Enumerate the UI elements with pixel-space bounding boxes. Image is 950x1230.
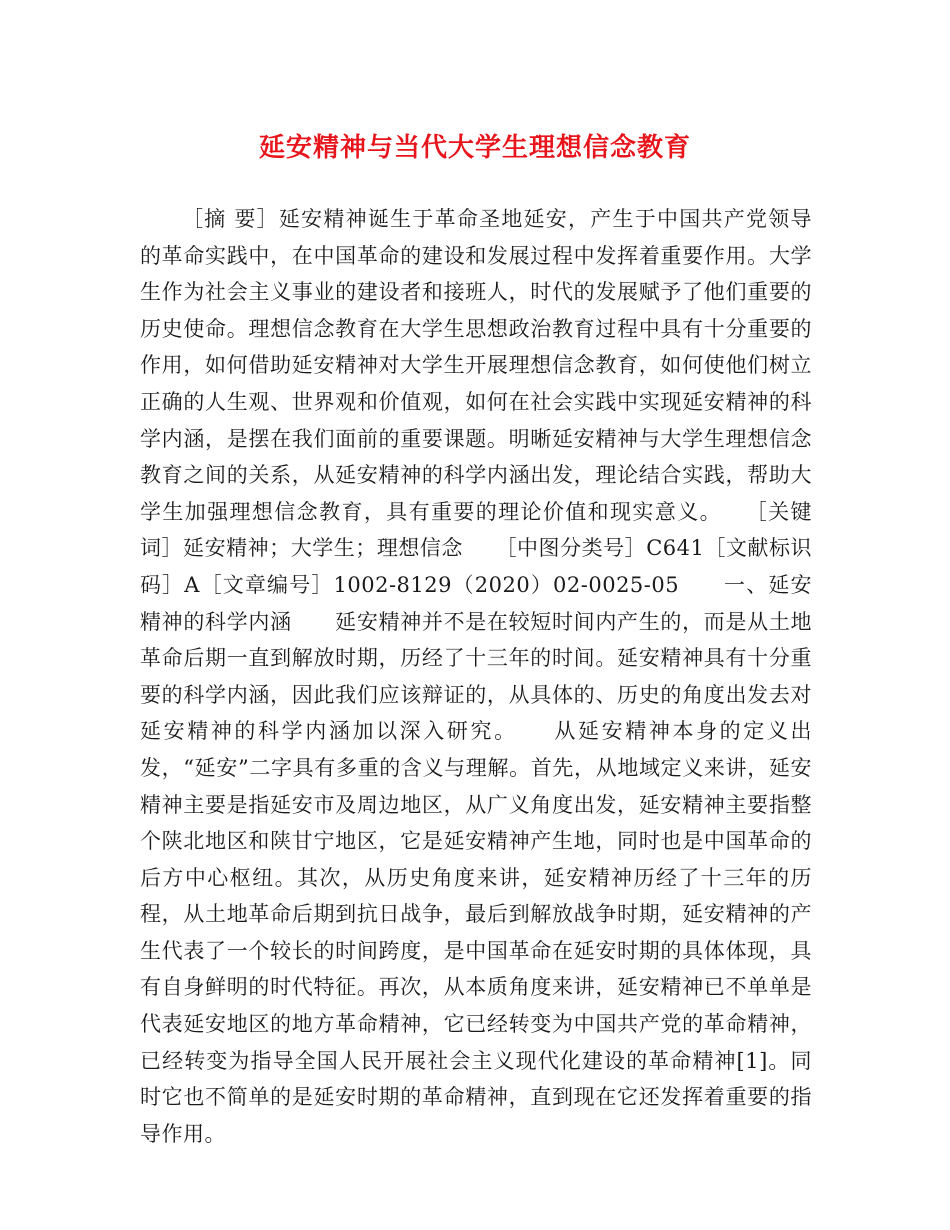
document-title: 延安精神与当代大学生理想信念教育: [258, 133, 691, 163]
document-body: ［摘 要］延安精神诞生于革命圣地延安，产生于中国共产党领导的革命实践中，在中国革命的建设和发展过程中发挥着重要作用。大学生作为社会主义事业的建设者和接班人，时代的发展赋予了他们重要的历史使命。理想信念教育在大学生思想政治教育过程中具有十分重要的作用，如何借助延安精神对大学生开展理想信念教育，如何使他们树立正确的人生观、世界观和价值观，如何在社会实践中实现延安精神的科学内涵，是摆在我们面前的重要课题。明晰延安精神与大学生理想信念教育之间的关系，从延安精神的科学内涵出发，理论结合实践，帮助大学生加强理想信念教育，具有重要的理论价值和现实意义。 ［关键词］延安精神；大学生；理想信念 ［中图分类号］C641［文献标识码］A［文章编号］1002-8129（2020）02-0025-05 一、延安精神的科学内涵 延安精神并不是在较短时间内产生的，而是从土地革命后期一直到解放时期，历经了十三年的时间。延安精神具有十分重要的科学内涵，因此我们应该辩证的，从具体的、历史的角度出发去对延安精神的科学内涵加以深入研究。 从延安精神本身的定义出发，“延安”二字具有多重的含义与理解。首先，从地域定义来讲，延安精神主要是指延安市及周边地区，从广义角度出发，延安精神主要指整个陕北地区和陕甘宁地区，它是延安精神产生地，同时也是中国革命的后方中心枢纽。其次，从历史角度来讲，延安精神历经了十三年的历程，从土地革命后期到抗日战争，最后到解放战争时期，延安精神的产生代表了一个较长的时间跨度，是中国革命在延安时期的具体体现，具有自身鲜明的时代特征。再次，从本质角度来讲，延安精神已不单单是代表延安地区的地方革命精神，它已经转变为中国共产党的革命精神，已经转变为指导全国人民开展社会主义现代化建设的革命精神[1]。同时它也不简单的是延安时期的革命精神，直到现在它还发挥着重要的指导作用。: [140, 207, 812, 1146]
